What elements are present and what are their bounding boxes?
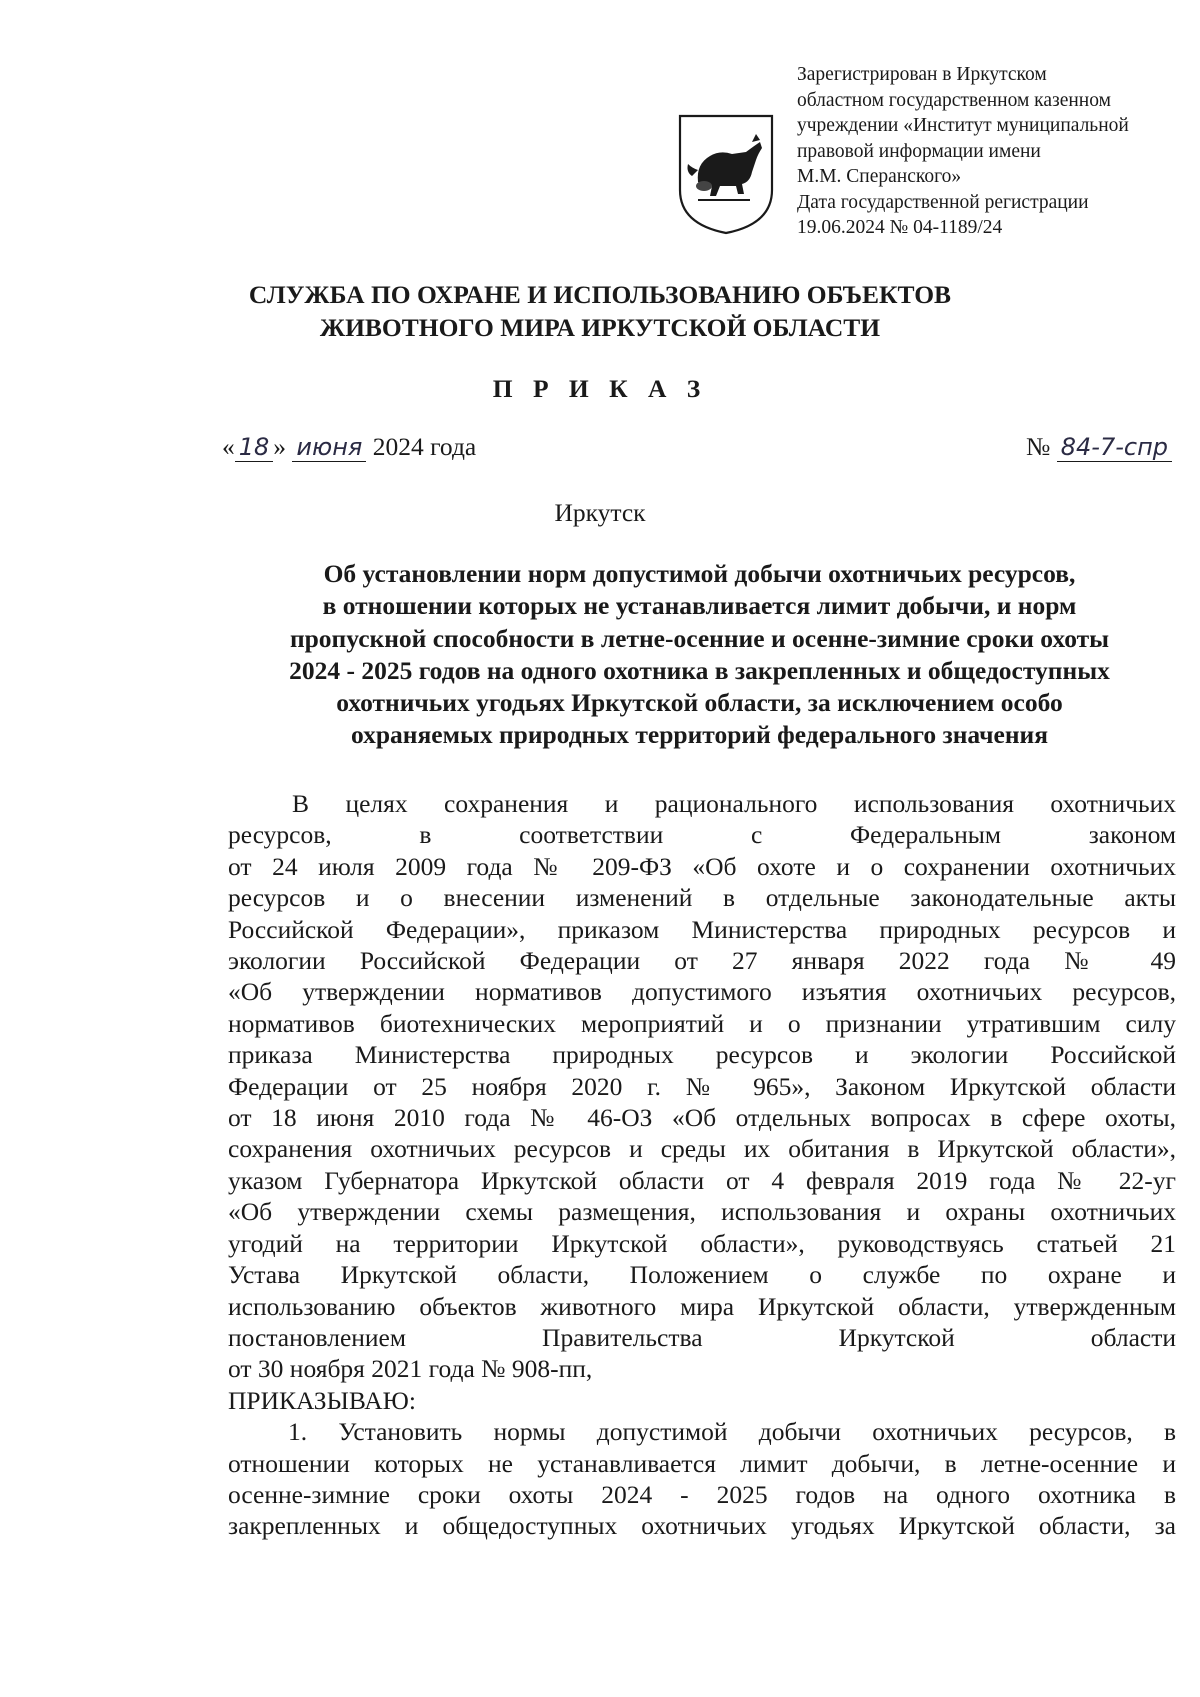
body-line: Устава Иркутской области, Положением о службе по охране и [228, 1260, 1176, 1290]
registration-line: 19.06.2024 № 04-1189/24 [797, 217, 1003, 238]
coat-of-arms-icon [676, 112, 776, 236]
body-line: приказа Министерства природных ресурсов и экологии Российской [228, 1040, 1176, 1070]
city: Иркутск [554, 498, 646, 527]
number-prefix: № [1026, 432, 1051, 461]
registration-stamp [797, 62, 1177, 241]
document-type: П Р И К А З [492, 374, 708, 403]
body-line: «Об утверждении нормативов допустимого изъятия охотничьих ресурсов, [228, 977, 1176, 1007]
organization-name-line: ЖИВОТНОГО МИРА ИРКУТСКОЙ ОБЛАСТИ [319, 313, 881, 342]
title-line: 2024 - 2025 годов на одного охотника в закрепленных и общедоступных [289, 655, 1110, 685]
body-line: постановлением Правительства Иркутской области [228, 1322, 1176, 1352]
date-close-quote: » [273, 432, 287, 461]
registration-line: Дата государственной регистрации [797, 191, 1089, 213]
organization-name-line: СЛУЖБА ПО ОХРАНЕ И ИСПОЛЬЗОВАНИЮ ОБЪЕКТОВ [248, 280, 952, 309]
registration-line: правовой информации имени [797, 140, 1041, 162]
registration-line: учреждении «Институт муниципальной [797, 115, 1129, 136]
document-title [222, 558, 1177, 752]
handwritten-day: 18 [235, 433, 274, 462]
title-line: охотничьих угодьях Иркутской области, за исключением особо [336, 688, 1063, 718]
document-body [228, 788, 1176, 1542]
body-line: закрепленных и общедоступных охотничьих угодьях Иркутской области, за [228, 1511, 1176, 1541]
coat-of-arms-svg [676, 112, 776, 236]
title-line: Об установлении норм допустимой добычи охотничьих ресурсов, [323, 559, 1076, 588]
body-line: осенне-зимние сроки охоты 2024 - 2025 годов на одного охотника в [228, 1479, 1176, 1509]
body-line: В целях сохранения и рационального использования охотничьих [292, 789, 1176, 818]
title-line: пропускной способности в летне-осенние и осенне-зимние сроки охоты [289, 623, 1110, 653]
body-line-decree: ПРИКАЗЫВАЮ: [228, 1385, 416, 1415]
registration-line: областном государственном казенном [797, 89, 1111, 111]
body-line: Федерации от 25 ноября 2020 г. № 965», Законом Иркутской области [228, 1071, 1176, 1101]
handwritten-number: 84-7-спр [1057, 433, 1172, 462]
order-date [222, 432, 476, 462]
order-number [1026, 432, 1172, 462]
title-line: в отношении которых не устанавливается лимит добычи, и норм [322, 591, 1077, 621]
body-line: от 18 июня 2010 года № 46-ОЗ «Об отдельных вопросах в сфере охоты, [228, 1103, 1176, 1133]
body-line: от 30 ноября 2021 года № 908-пп, [228, 1354, 593, 1384]
body-line: 1. Установить нормы допустимой добычи охотничьих ресурсов, в [288, 1417, 1176, 1447]
body-line: использованию объектов животного мира Иркутской области, утвержденным [228, 1291, 1176, 1321]
body-line: Российской Федерации», приказом Министерства природных ресурсов и [228, 914, 1176, 944]
date-open-quote: « [222, 432, 235, 461]
body-line: сохранения охотничьих ресурсов и среды их обитания в Иркутской области», [228, 1134, 1176, 1164]
body-line: нормативов биотехнических мероприятий и о признании утратившим силу [228, 1008, 1176, 1038]
body-line: указом Губернатора Иркутской области от 4 февраля 2019 года № 22-уг [228, 1165, 1176, 1195]
registration-line: М.М. Сперанского» [797, 166, 962, 187]
handwritten-month: июня [292, 433, 366, 462]
body-line: ресурсов и о внесении изменений в отдельные законодательные акты [228, 883, 1176, 913]
body-line: «Об утверждении схемы размещения, использования и охраны охотничьих [228, 1197, 1176, 1227]
body-line: экологии Российской Федерации от 27 января 2022 года № 49 [228, 946, 1176, 976]
organization-name [0, 278, 1200, 344]
title-line: охраняемых природных территорий федерального значения [350, 720, 1049, 750]
body-line: от 24 июля 2009 года № 209-ФЗ «Об охоте и о сохранении охотничьих [228, 851, 1176, 881]
date-year: 2024 года [372, 432, 477, 461]
registration-line: Зарегистрирован в Иркутском [797, 64, 1047, 85]
body-line: ресурсов, в соответствии с Федеральным законом [228, 820, 1176, 850]
body-line: угодий на территории Иркутской области», руководствуясь статьей 21 [228, 1228, 1176, 1258]
body-line: отношении которых не устанавливается лимит добычи, в летне-осенние и [228, 1448, 1176, 1478]
